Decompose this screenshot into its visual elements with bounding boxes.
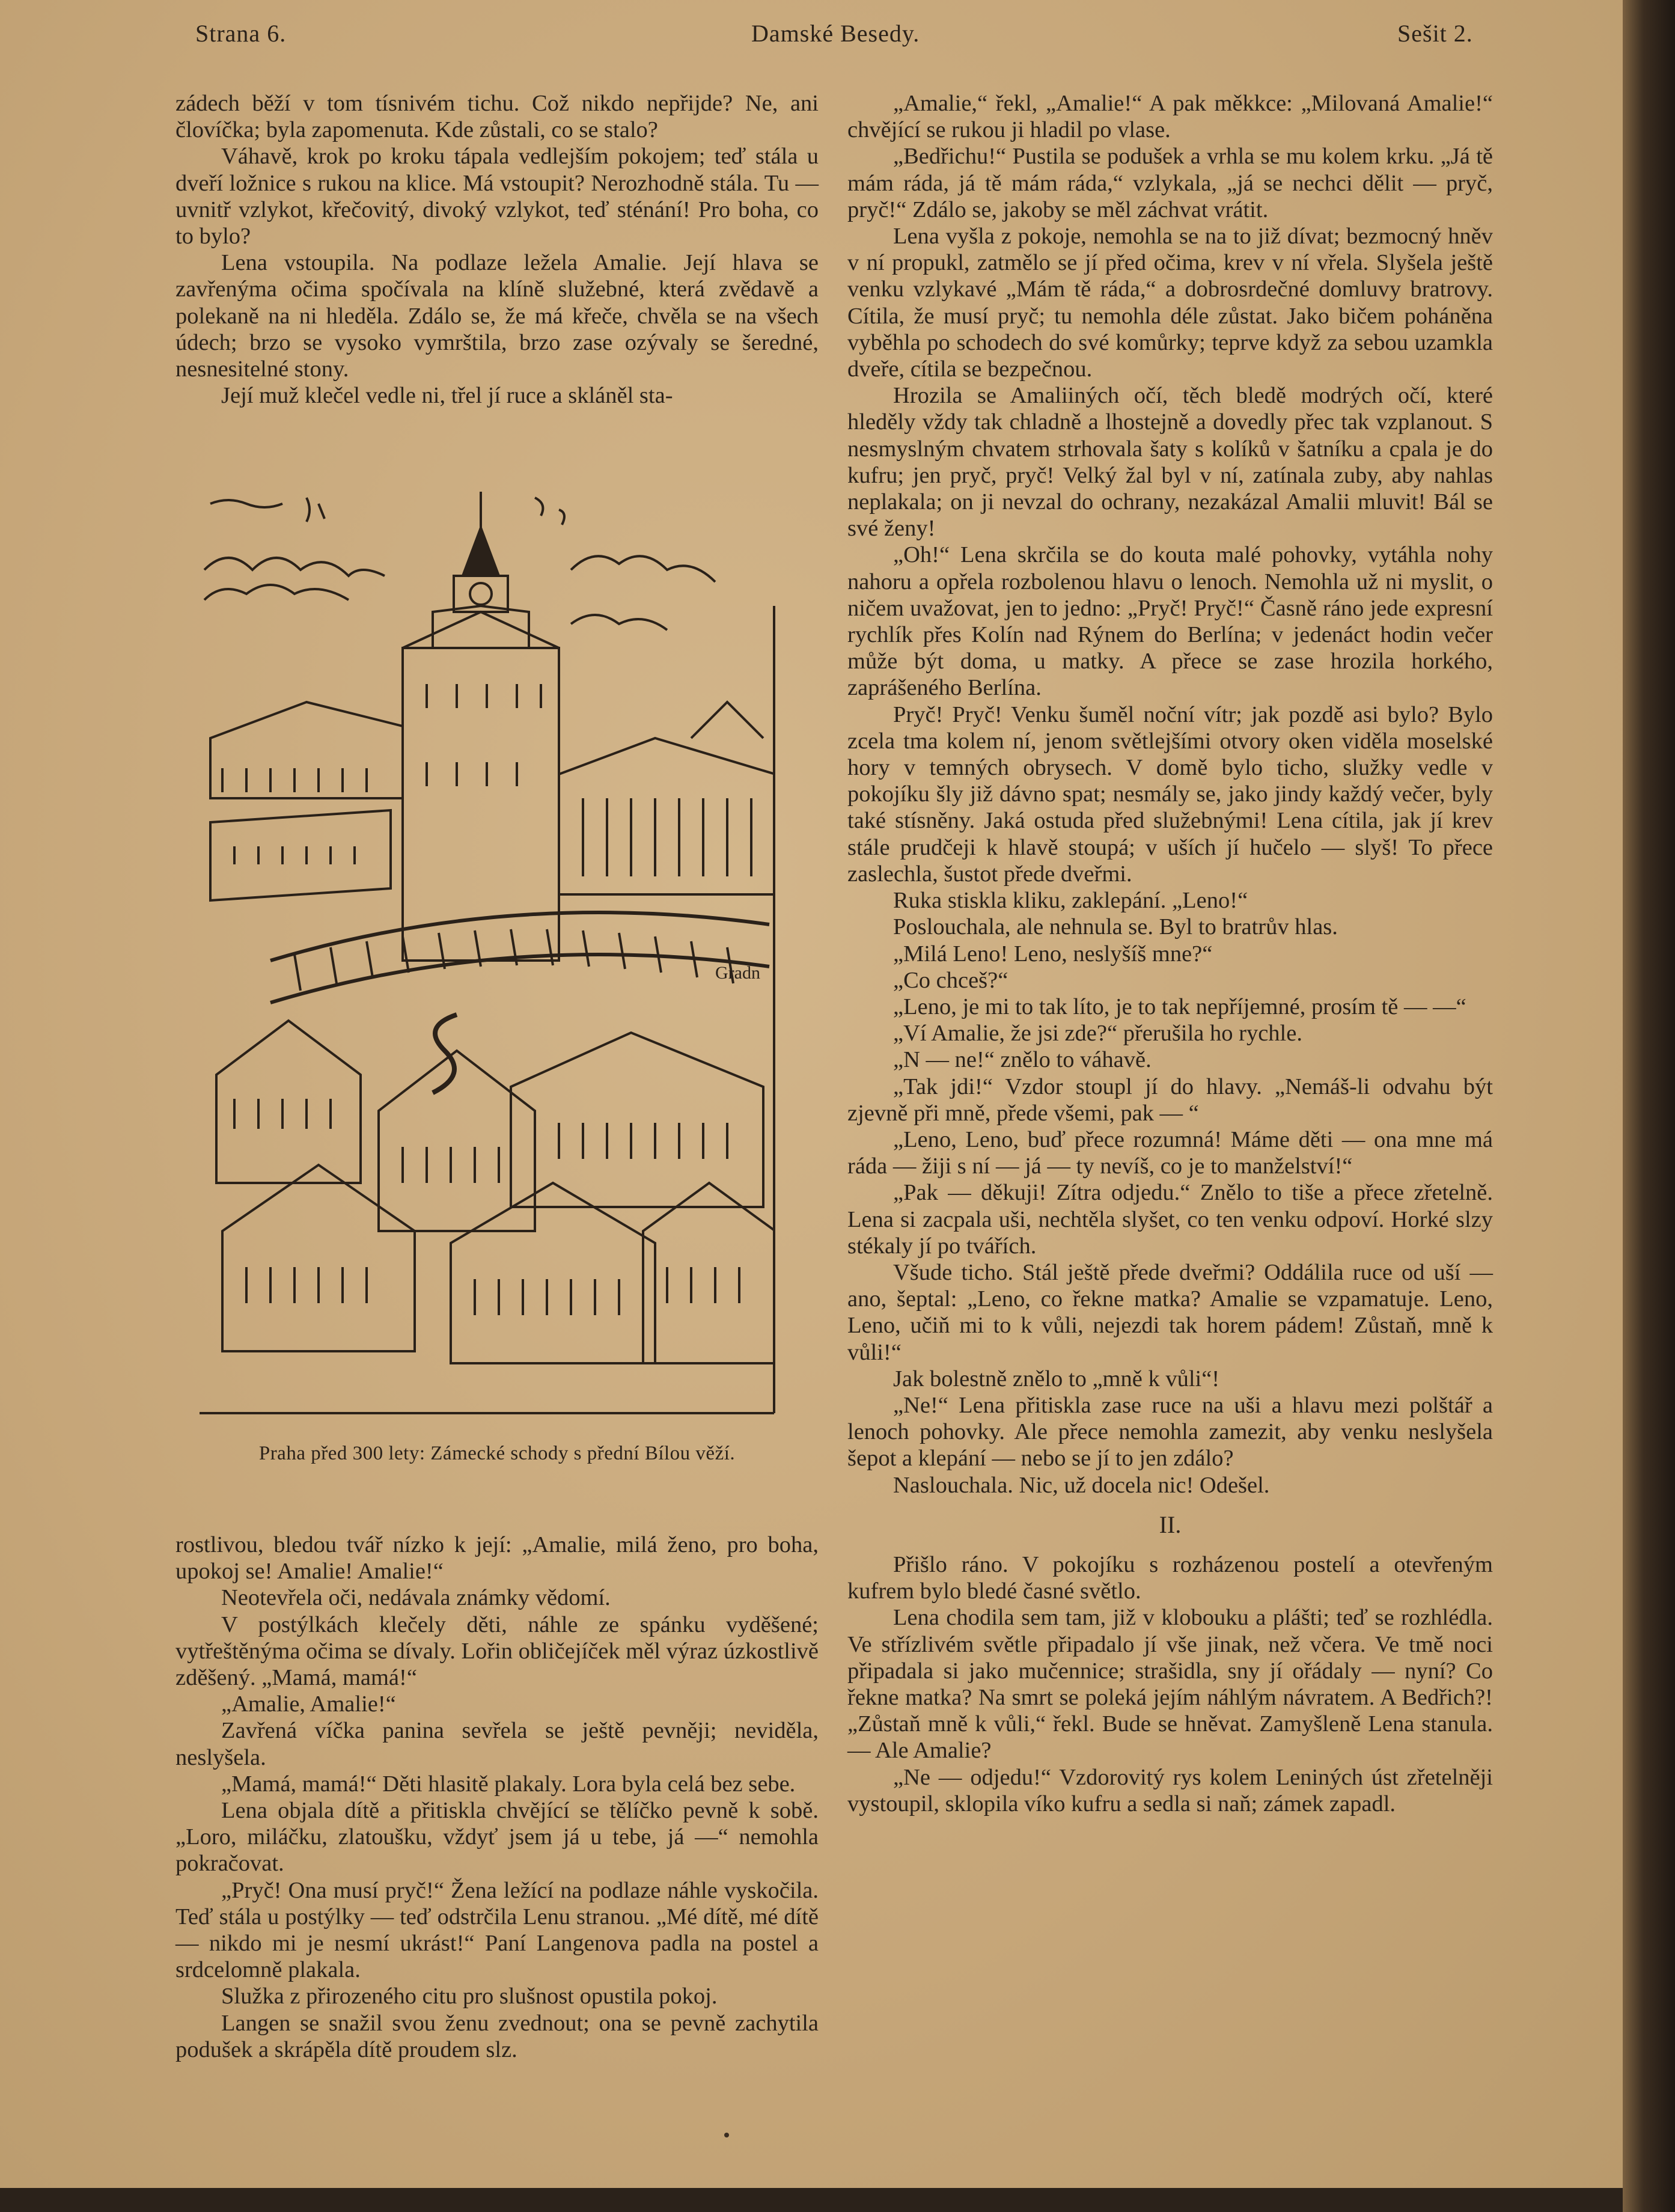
paragraph: Hrozila se Amaliiných očí, těch bledě modrých očí, které hleděly vždy tak chladně a lhostejně a dovedly přec tak vzplanout. S nesmyslným chvatem strhovala šaty s kolíků v šatníku a cpala je do kufru; jen pryč, pryč! Velký žal byl v ní, zatínala zuby, aby nahlas neplakala; on ji nevzal do ochrany, nezakázal Amalii mluvit! Bál se své ženy! bbox=[847, 383, 1493, 542]
right-column bbox=[847, 90, 1493, 1817]
paragraph: Naslouchala. Nic, už docela nic! Odešel. bbox=[893, 1472, 1270, 1498]
paragraph: „Ne — odjedu!“ Vzdorovitý rys kolem Leniných úst zřetelněji vystoupil, sklopila víko kufru a sedla si naň; zámek zapadl. bbox=[847, 1764, 1493, 1816]
paragraph: „Co chceš?“ bbox=[893, 967, 1008, 993]
paragraph: „Leno, Leno, buď přece rozumná! Máme děti — ona mne má ráda — žiji s ní — já — ty nevíš, co je to manželství!“ bbox=[847, 1126, 1493, 1179]
issue-number: Sešit 2. bbox=[1397, 20, 1473, 47]
paragraph: Váhavě, krok po kroku tápala vedlejším pokojem; teď stála u dveří ložnice s rukou na klice. Má vstoupit? Nerozhodně stála. Tu — uvnitř vzlykot, křečovitý, divoký vzlykot, teď sténání! Pro boha, co to bylo? bbox=[175, 144, 819, 249]
paragraph: „Milá Leno! Leno, neslyšíš mne?“ bbox=[893, 941, 1213, 967]
paragraph: „Pryč! Ona musí pryč!“ Žena ležící na podlaze náhle vyskočila. Teď stála u postýlky — teď odstrčila Lenu stranou. „Mé dítě, mé dítě — nikdo mi je nesmí ukrást!“ Paní Langenova padla na postel a srdcelomně plakala. bbox=[175, 1877, 819, 1983]
paragraph: Jak bolestně znělo to „mně k vůli“! bbox=[893, 1366, 1220, 1392]
paragraph: Poslouchala, ale nehnula se. Byl to bratrův hlas. bbox=[893, 914, 1338, 940]
paragraph: „Ví Amalie, že jsi zde?“ přerušila ho rychle. bbox=[893, 1021, 1302, 1046]
paragraph: „Ne!“ Lena přitiskla zase ruce na uši a hlavu mezi polštář a lenoch pohovky. Ale přece nemohla zamezit, aby venku neslyšela šepot a klepání — nebo se jí to jen zdálo? bbox=[847, 1392, 1493, 1471]
paragraph: rostlivou, bledou tvář nízko k její: „Amalie, milá ženo, pro boha, upokoj se! Amalie! Amalie!“ bbox=[175, 1532, 819, 1584]
paragraph: Zavřená víčka panina sevřela se ještě pevněji; neviděla, neslyšela. bbox=[175, 1718, 819, 1770]
paragraph: „Tak jdi!“ Vzdor stoupl jí do hlavy. „Nemáš-li odvahu být zjevně při mně, přede všemi, pak — “ bbox=[847, 1074, 1493, 1126]
paragraph: Lena vyšla z pokoje, nemohla se na to již dívat; bezmocný hněv v ní propukl, zatmělo se jí před očima, krev v ní vřela. Slyšela ještě venku vzlykavé „Mám tě ráda,“ a dobrosrdečné domluvy bratrovy. Cítila, že musí pryč; tu nemohla déle zůstat. Jako bičem poháněna vyběhla po schodech do své komůrky; teprve když za sebou uzamkla dveře, cítila se bezpečnou. bbox=[847, 224, 1493, 382]
paragraph: Neotevřela oči, nedávala známky vědomí. bbox=[221, 1585, 611, 1611]
paragraph: „Mamá, mamá!“ Děti hlasitě plakaly. Lora byla celá bez sebe. bbox=[221, 1771, 796, 1797]
decorative-dot bbox=[724, 2133, 729, 2137]
paragraph: Ruka stiskla kliku, zaklepání. „Leno!“ bbox=[893, 888, 1248, 914]
illustration-label: Gradn bbox=[715, 963, 760, 983]
prague-woodcut-illustration bbox=[198, 486, 775, 1414]
publication-title: Damské Besedy. bbox=[751, 20, 920, 47]
illustration-caption: Praha před 300 lety: Zámecké schody s přední Bílou věží. bbox=[258, 1443, 736, 1464]
left-column-bottom bbox=[175, 1532, 819, 2063]
paragraph: „Bedřichu!“ Pustila se podušek a vrhla se mu kolem krku. „Já tě mám ráda, já tě mám ráda,“ vzlykala, „já se nechci dělit — pryč, pryč!“ Zdálo se, jakoby se měl záchvat vrátit. bbox=[847, 144, 1493, 222]
paragraph: Lena chodila sem tam, již v klobouku a plášti; teď se rozhlédla. Ve střízlivém světle připadalo jí vše jinak, než včera. Ve tmě noci připadala si jako mučennice; strašidla, sny jí ořádaly — nyní? Co řekne matka? Na smrt se poleká jejím náhlým návratem. A Bedřich?! „Zůstaň mně k vůli,“ řekl. Bude se hněvat. Zamyšleně Lena stanula. — Ale Amalie? bbox=[847, 1605, 1493, 1764]
left-column-top bbox=[175, 90, 819, 409]
paragraph: Přišlo ráno. V pokojíku s rozházenou postelí a otevřeným kufrem bylo bledé časné světlo. bbox=[847, 1551, 1493, 1604]
paragraph: Všude ticho. Stál ještě přede dveřmi? Oddálila ruce od uší — ano, šeptal: „Leno, co řekne matka? Amalie se vzpamatuje. Leno, Leno, učiň mi to k vůli, nejezdi tak horem pádem! Zůstaň, mně k vůli!“ bbox=[847, 1259, 1493, 1365]
paragraph: Lena vstoupila. Na podlaze ležela Amalie. Její hlava se zavřenýma očima spočívala na klíně služebné, která zvědavě a polekaně na ni hleděla. Zdálo se, že má křeče, chvěla se na všech údech; brzo se vysoko vymrštila, brzo zase ozývaly se šeredné, nesnesitelné stony. bbox=[175, 250, 819, 382]
paragraph: Langen se snažil svou ženu zvednout; ona se pevně zachytila podušek a skrápěla dítě proudem slz. bbox=[175, 2010, 819, 2062]
paragraph: „Amalie,“ řekl, „Amalie!“ A pak měkkce: „Milovaná Amalie!“ chvějící se rukou ji hladil po vlase. bbox=[847, 91, 1493, 143]
paragraph: zádech běží v tom tísnivém tichu. Což nikdo nepřijde? Ne, ani človíčka; byla zapomenuta. Kde zůstali, co se stalo? bbox=[175, 91, 819, 143]
paragraph: „Leno, je mi to tak líto, je to tak nepříjemné, prosím tě — —“ bbox=[893, 994, 1466, 1019]
paragraph: „N — ne!“ znělo to váhavě. bbox=[893, 1047, 1152, 1073]
section-heading: II. bbox=[1159, 1511, 1182, 1538]
page-number: Strana 6. bbox=[195, 20, 287, 47]
book-spine-shadow bbox=[1623, 0, 1675, 2212]
paragraph: V postýlkách klečely děti, náhle ze spánku vyděšené; vytřeštěnýma očima se dívaly. Lořin obličejíček měl výraz úzkostlivě zděšený. „Mamá, mamá!“ bbox=[175, 1612, 819, 1691]
paragraph: Pryč! Pryč! Venku šuměl noční vítr; jak pozdě asi bylo? Bylo zcela tma kolem ní, jenom světlejšími otvory oken viděla moselské hory v temných obrysech. V domě bylo ticho, služky vedle v pokojíku šly již dávno spat; nesmály se, jako jindy každý večer, byly také stísněny. Jaká ostuda před služebnými! Lena cítila, jak jí krev stále prudčeji k hlavě stoupá; v uších jí hučelo — slyš! To přece zaslechla, šustot přede dveřmi. bbox=[847, 701, 1493, 887]
paragraph: Služka z přirozeného citu pro slušnost opustila pokoj. bbox=[221, 1984, 718, 2009]
paragraph: „Pak — děkuji! Zítra odjedu.“ Znělo to tiše a přece zřetelně. Lena si zacpala uši, nechtěla slyšet, co ten venku odpoví. Horké slzy stékaly jí po tvářích. bbox=[847, 1180, 1493, 1259]
page-bottom-edge bbox=[0, 2188, 1623, 2212]
paragraph: Lena objala dítě a přitiskla chvějící se tělíčko pevně k sobě. „Loro, miláčku, zlatoušku, vždyť jsem já u tebe, já —“ nemohla pokračovat. bbox=[175, 1798, 819, 1877]
paragraph: „Oh!“ Lena skrčila se do kouta malé pohovky, vytáhla nohy nahoru a opřela rozbolenou hlavu o lenoch. Nemohla už ni myslit, o ničem uvažovat, jen to jedno: „Pryč! Pryč!“ Časně ráno jede expresní rychlík přes Kolín nad Rýnem do Berlína; v jedenáct hodin večer může být doma, u matky. A přece se zase hrozila horkého, zaprášeného Berlína. bbox=[847, 542, 1493, 701]
paragraph: Její muž klečel vedle ni, třel jí ruce a skláněl sta- bbox=[221, 383, 673, 409]
paragraph: „Amalie, Amalie!“ bbox=[221, 1691, 396, 1717]
